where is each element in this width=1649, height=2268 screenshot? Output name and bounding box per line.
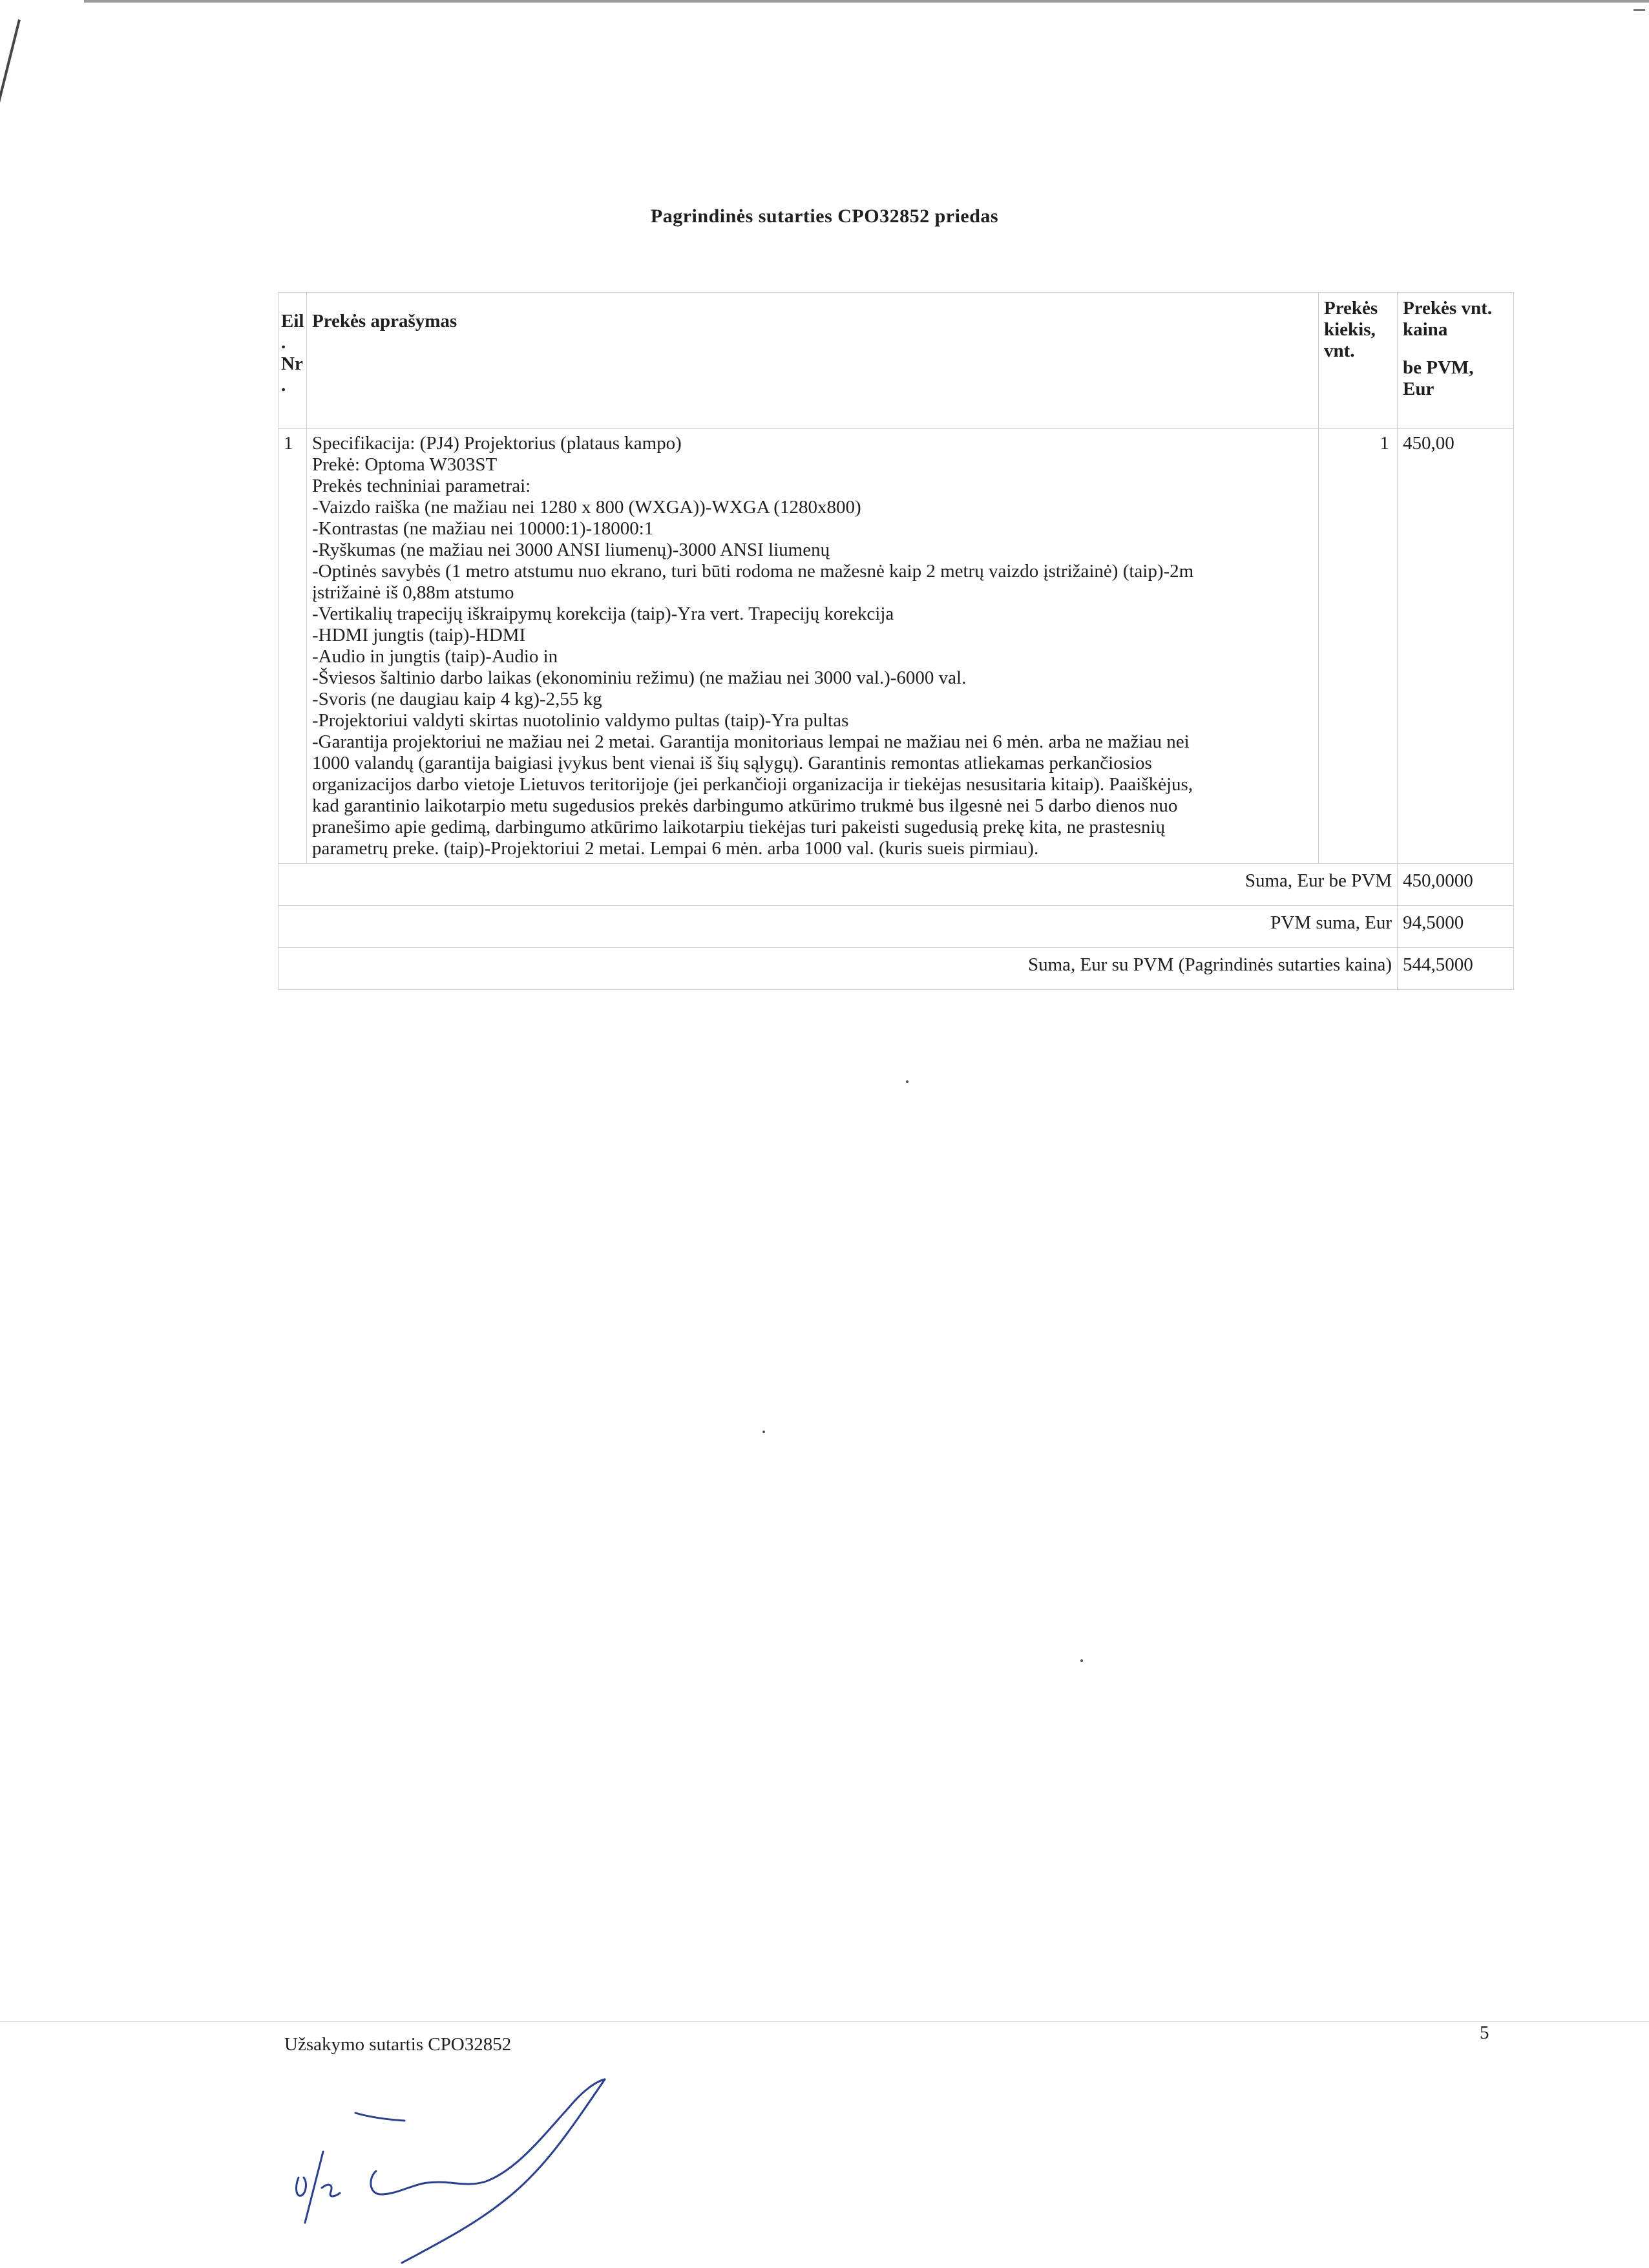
description-line: parametrų preke. (taip)-Projektoriui 2 metai. Lempai 6 mėn. arba 1000 val. (kuris sueis pirmiau).: [312, 838, 1039, 859]
description-line: Prekės techniniai parametrai:: [312, 476, 531, 496]
header-nr: [278, 293, 307, 429]
total-row-gross: [278, 948, 1514, 990]
scan-speck: [906, 1080, 909, 1083]
total-gross-value: 544,5000: [1398, 948, 1514, 990]
description-line: -Ryškumas (ne mažiau nei 3000 ANSI liumenų)-3000 ANSI liumenų: [312, 540, 830, 560]
total-vat-label: PVM suma, Eur: [278, 906, 1398, 948]
description-line: -Svoris (ne daugiau kaip 4 kg)-2,55 kg: [312, 689, 602, 709]
page-number: 5: [1480, 2022, 1489, 2043]
scan-speck: [762, 1431, 765, 1433]
table-row: [278, 429, 1514, 864]
description-line: -Garantija projektoriui ne mažiau nei 2 metai. Garantija monitoriaus lempai ne mažiau nei 6 mėn. arba ne mažiau nei: [312, 731, 1190, 752]
row-price: 450,00: [1398, 429, 1514, 864]
description-line: -Optinės savybės (1 metro atstumu nuo ekrano, turi būti rodoma ne mažesnė kaip 2 metrų vaizdo įstrižainė) (taip)-2m: [312, 561, 1194, 582]
description-line: Specifikacija: (PJ4) Projektorius (plataus kampo): [312, 433, 682, 454]
total-row-vat: [278, 906, 1514, 948]
description-line: -Kontrastas (ne mažiau nei 10000:1)-18000:1: [312, 518, 654, 539]
scan-mark: [1633, 9, 1645, 11]
total-net-value: 450,0000: [1398, 864, 1514, 906]
description-line: Prekė: Optoma W303ST: [312, 454, 498, 475]
total-gross-label: Suma, Eur su PVM (Pagrindinės sutarties kaina): [278, 948, 1398, 990]
table-header-row: [278, 293, 1514, 429]
header-price-line: be PVM, Eur: [1403, 357, 1474, 399]
footer-contract-label: Užsakymo sutartis CPO32852: [284, 2034, 512, 2055]
row-nr: 1: [278, 429, 307, 864]
total-vat-value: 94,5000: [1398, 906, 1514, 948]
scan-speck: [1080, 1659, 1083, 1662]
header-description: Prekės aprašymas: [307, 293, 1319, 429]
description-line: -Šviesos šaltinio darbo laikas (ekonominiu režimu) (ne mažiau nei 3000 val.)-6000 val.: [312, 667, 967, 688]
row-quantity: 1: [1319, 429, 1398, 864]
header-nr-line: Nr: [281, 353, 303, 374]
total-net-label: Suma, Eur be PVM: [278, 864, 1398, 906]
description-line: 1000 valandų (garantija baigiasi įvykus bent vienai iš šių sąlygų). Garantinis remontas atliekamas perkančiosios: [312, 753, 1152, 773]
description-line: -Audio in jungtis (taip)-Audio in: [312, 646, 558, 667]
description-line: -Vaizdo raiška (ne mažiau nei 1280 x 800 (WXGA))-WXGA (1280x800): [312, 497, 861, 518]
header-price-line: Prekės vnt. kaina: [1403, 298, 1493, 340]
header-nr-line: Eil: [281, 311, 304, 331]
description-line: kad garantinio laikotarpio metu sugedusios prekės darbingumo atkūrimo trukmė bus ilgesnė nei 5 darbo dienos nuo: [312, 795, 1178, 816]
header-nr-line: .: [281, 375, 286, 395]
row-description: [307, 429, 1319, 864]
description-line: pranešimo apie gedimą, darbingumo atkūrimo laikotarpiu tiekėjas turi pakeisti sugedusią prekę kita, ne prastesnių: [312, 817, 1165, 837]
description-line: -Projektoriui valdyti skirtas nuotolinio valdymo pultas (taip)-Yra pultas: [312, 710, 849, 731]
description-line: -Vertikalių trapecijų iškraipymų korekcija (taip)-Yra vert. Trapecijų korekcija: [312, 604, 894, 624]
scan-top-edge: [84, 0, 1649, 3]
description-line: organizacijos darbo vietoje Lietuvos teritorijoje (jei perkančioji organizacija ir tiekėjas nesusitaria kitaip). Paaiškėjus,: [312, 774, 1193, 795]
header-nr-line: .: [281, 332, 286, 353]
header-price: [1398, 293, 1514, 429]
description-line: -HDMI jungtis (taip)-HDMI: [312, 625, 526, 646]
scan-left-edge: [0, 19, 21, 196]
total-row-net: [278, 864, 1514, 906]
handwritten-signature: [258, 2074, 724, 2268]
description-line: įstrižainė iš 0,88m atstumo: [312, 582, 514, 603]
footer-divider: [0, 2021, 1649, 2022]
specification-table: [278, 292, 1514, 990]
document-title: Pagrindinės sutarties CPO32852 priedas: [650, 205, 999, 227]
header-quantity: Prekės kiekis, vnt.: [1319, 293, 1398, 429]
